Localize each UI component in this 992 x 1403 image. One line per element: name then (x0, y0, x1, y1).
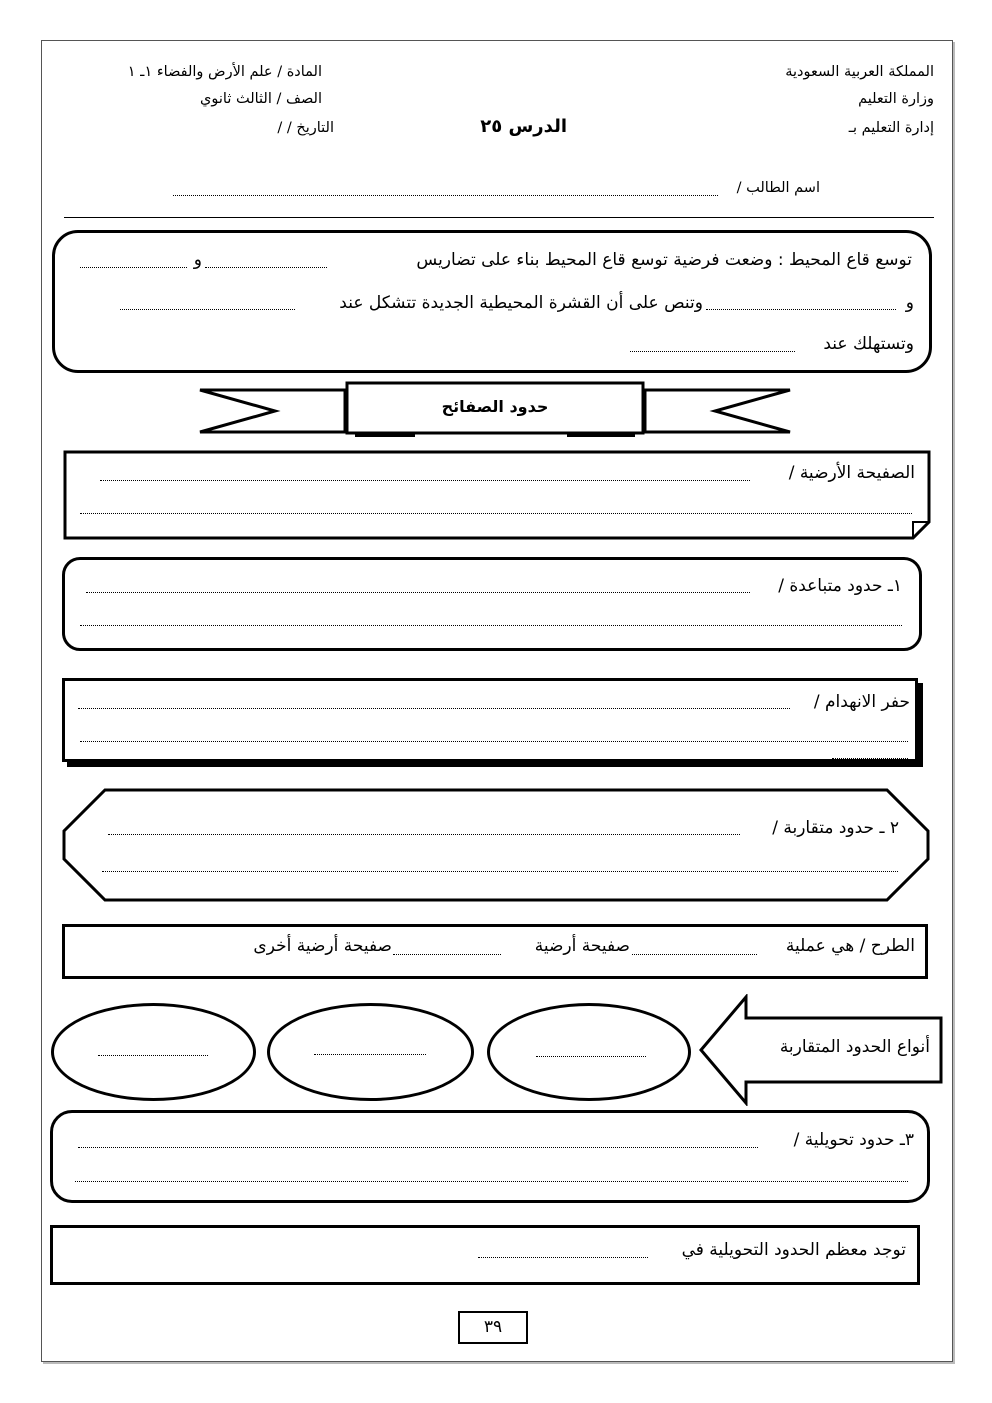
header-date: التاريخ / / (277, 120, 334, 136)
transform-label: ٣ـ حدود تحويلية / (793, 1130, 914, 1150)
convergent-type-ellipse-2 (267, 1003, 474, 1101)
seafloor-line3: وتستهلك عند (823, 334, 914, 354)
header-subject: المادة / علم الأرض والفضاء ١ـ ١ (127, 64, 322, 80)
rift-blank-3[interactable] (832, 758, 908, 759)
seafloor-line2: وتنص على أن القشرة المحيطية الجديدة تتشكل عند (339, 293, 703, 313)
plate-label: الصفيحة الأرضية / (788, 463, 915, 483)
seafloor-blank-1[interactable] (205, 267, 327, 268)
plate-blank-2[interactable] (80, 513, 912, 514)
rift-blank-2[interactable] (80, 741, 908, 742)
transform-location-blank[interactable] (478, 1257, 648, 1258)
header-ministry: وزارة التعليم (858, 91, 934, 107)
divergent-blank-1[interactable] (86, 592, 750, 593)
student-name-label: اسم الطالب / (736, 180, 820, 196)
divergent-label: ١ـ حدود متباعدة / (778, 576, 902, 596)
divergent-blank-2[interactable] (80, 625, 902, 626)
convergent-type-ellipse-3 (51, 1003, 256, 1101)
subduction-mid1: صفيحة أرضية (534, 936, 630, 956)
seafloor-blank-5[interactable] (630, 351, 795, 352)
convergent-type-blank-1[interactable] (536, 1056, 646, 1057)
header-grade: الصف / الثالث ثانوي (200, 91, 322, 107)
seafloor-and-1: و (193, 250, 202, 270)
transform-blank-2[interactable] (75, 1181, 908, 1182)
transform-location-label: توجد معظم الحدود التحويلية في (681, 1240, 906, 1260)
subduction-blank-2[interactable] (393, 954, 501, 955)
header-directorate: إدارة التعليم بـ (848, 120, 934, 136)
seafloor-blank-2[interactable] (80, 267, 187, 268)
rift-box (62, 678, 918, 762)
header-country: المملكة العربية السعودية (785, 64, 934, 80)
lesson-title: الدرس ٢٥ (480, 116, 567, 137)
convergent-box (60, 788, 932, 902)
transform-blank-1[interactable] (78, 1147, 758, 1148)
convergent-types-label: أنواع الحدود المتقاربة (779, 1037, 930, 1057)
transform-box (50, 1110, 930, 1203)
rift-label: حفر الانهدام / (813, 692, 910, 712)
page-number: ٣٩ (458, 1311, 528, 1344)
convergent-type-blank-3[interactable] (98, 1055, 208, 1056)
convergent-type-blank-2[interactable] (314, 1054, 426, 1055)
seafloor-blank-3[interactable] (706, 309, 896, 310)
seafloor-blank-4[interactable] (120, 309, 295, 310)
convergent-label: ٢ ـ حدود متقاربة / (772, 818, 899, 838)
subduction-blank-1[interactable] (632, 954, 757, 955)
subduction-label: الطرح / هي عملية (785, 936, 915, 956)
plate-blank-1[interactable] (100, 480, 750, 481)
convergent-blank-1[interactable] (108, 834, 740, 835)
seafloor-and-2: و (905, 293, 914, 313)
seafloor-line1: توسع قاع المحيط : وضعت فرضية توسع قاع المحيط بناء على تضاريس (416, 250, 912, 270)
divergent-box (62, 557, 922, 651)
convergent-type-ellipse-1 (487, 1003, 691, 1101)
convergent-blank-2[interactable] (102, 871, 898, 872)
banner-title: حدود الصفائح (441, 397, 549, 416)
rift-blank-1[interactable] (78, 708, 790, 709)
header-divider (64, 217, 934, 218)
student-name-field[interactable] (173, 195, 718, 196)
subduction-mid2: صفيحة أرضية أخرى (253, 936, 392, 956)
